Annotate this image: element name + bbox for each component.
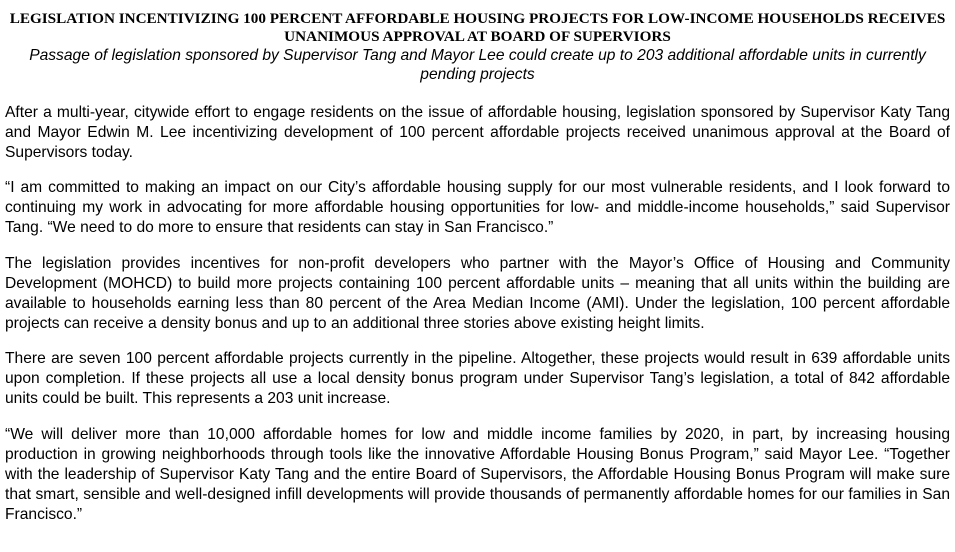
paragraph-tang-quote: “I am committed to making an impact on our City’s affordable housing supply for our most vulnerable residents, and I look forward to continuing my work in advocating for more affordable housing opportunities for low- and middle-income households,” said Supervisor Tang. “We need to do more to ensure that residents can stay in San Francisco.” [5, 179, 950, 236]
paragraph-intro: After a multi-year, citywide effort to engage residents on the issue of affordable housing, legislation sponsored by Supervisor Katy Tang and Mayor Edwin M. Lee incentivizing development of 100 percent affordable projects received unanimous approval at the Board of Supervisors today. [5, 104, 950, 161]
headline: LEGISLATION INCENTIVIZING 100 PERCENT AFFORDABLE HOUSING PROJECTS FOR LOW-INCOME HOUSEHOLDS RECEIVES UNANIMOUS APPROVAL AT BOARD OF SUPERVIORS [9, 10, 946, 45]
paragraph-pipeline-projects: There are seven 100 percent affordable projects currently in the pipeline. Altogether, these projects would result in 639 affordable units upon completion. If these projects all use a local density bonus program under Supervisor Tang’s legislation, a total of 842 affordable units could be built. This represents a 203 unit increase. [5, 350, 950, 407]
paragraph-mayor-quote: “We will deliver more than 10,000 affordable homes for low and middle income families by 2020, in part, by increasing housing production in growing neighborhoods through tools like the innovative Affordable Housing Bonus Program,” said Mayor Lee. “Together with the leadership of Supervisor Katy Tang and the entire Board of Supervisors, the Affordable Housing Bonus Program will make sure that smart, sensible and well-designed infill developments will provide thousands of permanently affordable homes for our families in San Francisco.” [5, 426, 950, 523]
paragraph-legislation-details: The legislation provides incentives for non-profit developers who partner with the Mayor’s Office of Housing and Community Development (MOHCD) to build more projects containing 100 percent affordable units – meaning that all units within the building are available to households earning less than 80 percent of the Area Median Income (AMI). Under the legislation, 100 percent affordable projects can receive a density bonus and up to an additional three stories above existing height limits. [5, 255, 950, 332]
subheadline: Passage of legislation sponsored by Supervisor Tang and Mayor Lee could create up to 203 additional affordable units in currently pending projects [29, 47, 926, 83]
